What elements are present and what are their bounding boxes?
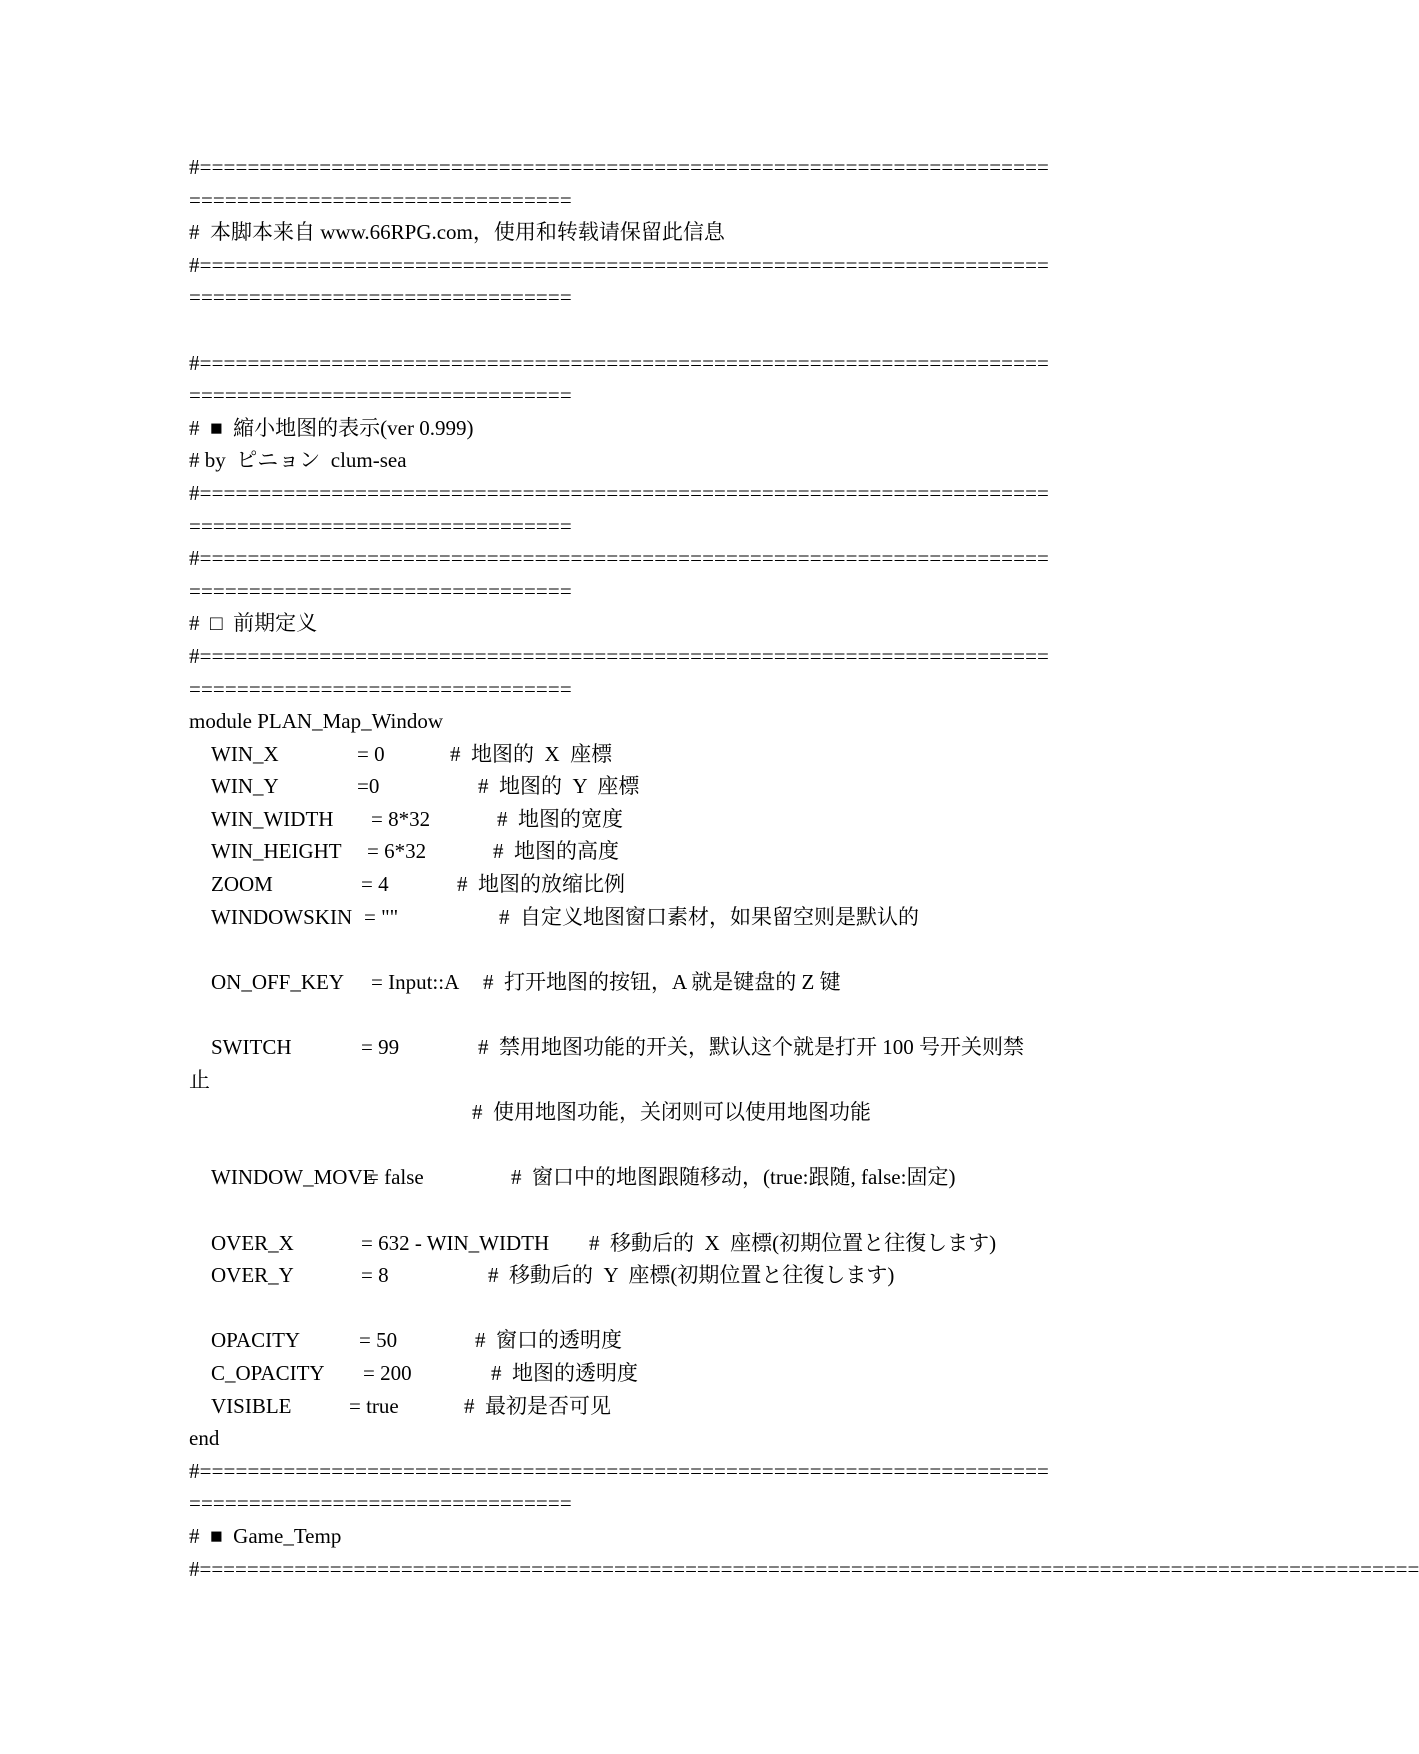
constant-value: = 50	[359, 1328, 398, 1353]
constant-win-y	[189, 770, 1059, 803]
constant-comment: # 窗口的透明度	[475, 1328, 622, 1353]
constant-name: OVER_Y	[211, 1263, 294, 1288]
constant-name: ZOOM	[211, 872, 273, 897]
constant-value: = 200	[363, 1360, 412, 1385]
constant-value: = 8*32	[371, 806, 431, 831]
constant-switch	[189, 1031, 1059, 1064]
constant-value: = 99	[361, 1035, 400, 1060]
constant-name: WIN_X	[211, 741, 279, 766]
separator-line: #=======================================================================================================	[189, 643, 1050, 701]
constant-name: OPACITY	[211, 1328, 301, 1353]
constant-value: = 0	[357, 741, 385, 766]
constant-value: = Input::A	[371, 969, 460, 994]
constant-name: WINDOW_MOVE	[211, 1165, 376, 1190]
separator-line: #=======================================================================================================	[189, 252, 1050, 310]
constant-name: VISIBLE	[211, 1393, 292, 1418]
constant-comment: # 自定义地图窗口素材，如果留空则是默认的	[499, 904, 919, 929]
constant-value: = ""	[364, 904, 399, 929]
script-listing	[189, 151, 1419, 1585]
comment-continuation: 止	[189, 1067, 210, 1092]
separator-line-partial: #=======================================================================================================	[189, 1556, 1419, 1581]
blank-line	[189, 1292, 1059, 1325]
constant-win-x	[189, 738, 1059, 771]
separator-line: #=======================================================================================================	[189, 350, 1050, 408]
constant-win-width	[189, 803, 1059, 836]
constant-comment: # 窗口中的地图跟随移动，(true:跟随, false:固定)	[511, 1165, 956, 1190]
constant-comment: # 禁用地图功能的开关，默认这个就是打开 100 号开关则禁	[478, 1035, 1024, 1060]
blank-line	[189, 314, 1059, 347]
constant-comment: # 移動后的 Y 座標(初期位置と往復します)	[488, 1263, 895, 1288]
constant-window-move	[189, 1161, 1059, 1194]
constant-comment: # 打开地图的按钮，A 就是键盘的 Z 键	[483, 969, 841, 994]
script-title: # ■ 縮小地图的表示(ver 0.999)	[189, 415, 474, 440]
constant-name: C_OPACITY	[211, 1360, 325, 1385]
blank-line	[189, 933, 1059, 966]
constant-comment: # 地图的宽度	[497, 806, 623, 831]
constant-zoom	[189, 868, 1059, 901]
constant-value: = 6*32	[367, 839, 427, 864]
constant-name: WIN_WIDTH	[211, 806, 334, 831]
constant-name: OVER_X	[211, 1230, 294, 1255]
separator-line: #=======================================================================================================	[189, 1458, 1050, 1516]
source-notice: # 本脚本来自 www.66RPG.com，使用和转载请保留此信息	[189, 220, 725, 245]
blank-line	[189, 1194, 1059, 1227]
constant-comment: # 地图的透明度	[491, 1360, 638, 1385]
constant-name: SWITCH	[211, 1035, 292, 1060]
constant-name: WIN_Y	[211, 774, 279, 799]
section-heading-definitions: # □ 前期定义	[189, 611, 318, 636]
constant-comment: # 移動后的 X 座標(初期位置と往復します)	[589, 1230, 997, 1255]
constant-name: ON_OFF_KEY	[211, 969, 345, 994]
constant-win-height	[189, 835, 1059, 868]
blank-line	[189, 998, 1059, 1031]
constant-name: WINDOWSKIN	[211, 904, 353, 929]
constant-visible	[189, 1390, 1059, 1423]
constant-comment: # 地图的 X 座標	[450, 741, 613, 766]
constant-comment: # 最初是否可见	[464, 1393, 611, 1418]
module-declaration: module PLAN_Map_Window	[189, 709, 444, 734]
constant-comment: # 地图的 Y 座標	[478, 774, 640, 799]
separator-line: #=======================================================================================================	[189, 480, 1050, 538]
constant-opacity	[189, 1324, 1059, 1357]
constant-value: = true	[349, 1393, 399, 1418]
constant-name: WIN_HEIGHT	[211, 839, 342, 864]
constant-comment: # 地图的放缩比例	[457, 872, 625, 897]
separator-line: #=======================================================================================================	[189, 546, 1050, 603]
section-heading-game-temp: # ■ Game_Temp	[189, 1523, 342, 1548]
constant-on-off-key	[189, 966, 1059, 999]
comment-line	[189, 1096, 1059, 1129]
constant-value: = false	[367, 1165, 424, 1190]
constant-value: =0	[357, 774, 380, 799]
constant-comment: # 使用地图功能，关闭则可以使用地图功能	[472, 1100, 871, 1125]
script-author: # by ピニョン clum-sea	[189, 448, 407, 473]
constant-c-opacity	[189, 1357, 1059, 1390]
constant-value: = 4	[361, 872, 389, 897]
constant-windowskin	[189, 901, 1059, 934]
constant-value: = 8	[361, 1263, 389, 1288]
separator-line: #=======================================================================================================	[189, 155, 1050, 212]
constant-value: = 632 - WIN_WIDTH	[361, 1230, 550, 1255]
blank-line	[189, 1129, 1059, 1162]
constant-over-x	[189, 1227, 1059, 1260]
constant-comment: # 地图的高度	[493, 839, 619, 864]
module-end: end	[189, 1426, 220, 1451]
constant-over-y	[189, 1259, 1059, 1292]
